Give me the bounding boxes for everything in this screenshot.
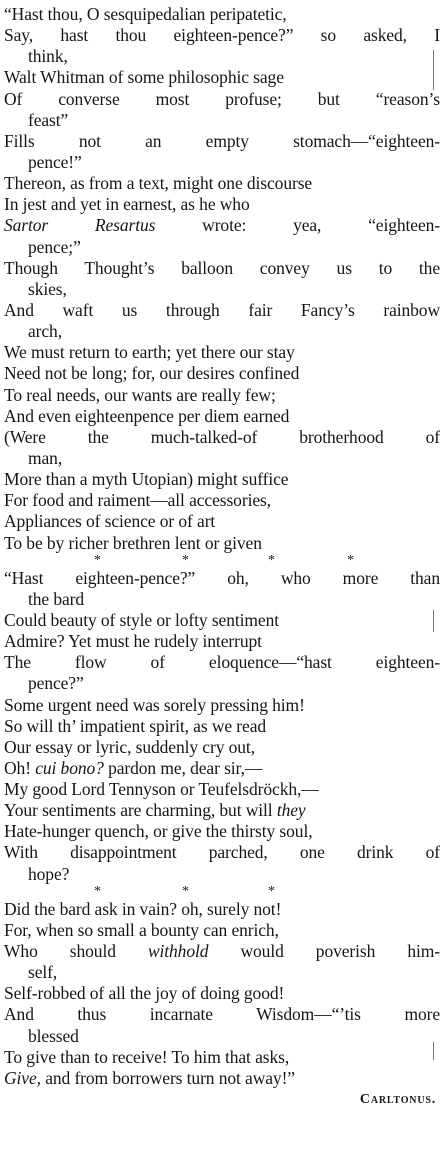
separator-star: * <box>182 884 189 899</box>
poem-line: More than a myth Utopian) might suffice <box>4 469 289 490</box>
author-signature: Carltonus. <box>359 1092 436 1108</box>
poem-line: So will th’ impatient spirit, as we read <box>4 715 267 736</box>
poem-line: Fills not an empty stomach—“eighteen- <box>4 130 440 151</box>
poem-line: the bard <box>28 588 85 609</box>
stanza-separator <box>4 554 440 568</box>
poem-line: Sartor Resartus wrote: yea, “eighteen- <box>4 215 440 236</box>
separator-star: * <box>182 553 189 568</box>
poem-line: In jest and yet in earnest, as he who <box>4 194 250 215</box>
poem-line: To be by richer brethren lent or given <box>4 532 262 553</box>
poem-line: man, <box>28 447 63 468</box>
poem-line: For, when so small a bounty can enrich, <box>4 919 279 940</box>
separator-star: * <box>268 553 275 568</box>
poem-line: The flow of eloquence—“hast eighteen- <box>4 652 440 673</box>
separator-star: * <box>347 553 354 568</box>
poem-line: Who should withhold would poverish him- <box>4 941 440 962</box>
poem-line: (Were the much-talked-of brotherhood of <box>4 426 440 447</box>
poem-line: Walt Whitman of some philosophic sage <box>4 67 284 88</box>
separator-star: * <box>268 884 275 899</box>
poem-line: And even eighteenpence per diem earned <box>4 405 290 426</box>
poem-line: Admire? Yet must he rudely interrupt <box>4 631 262 652</box>
poem-line: Thereon, as from a text, might one discourse <box>4 173 313 194</box>
poem-line: Oh! cui bono? pardon me, dear sir,— <box>4 757 263 778</box>
poem-line: arch, <box>28 321 62 342</box>
poem-line: self, <box>28 962 58 983</box>
poem-line: Say, hast thou eighteen-pence?” so asked, I <box>4 25 440 46</box>
poem-line: pence!” <box>28 151 82 172</box>
poem-line: Could beauty of style or lofty sentiment <box>4 609 279 630</box>
poem-line: think, <box>28 46 68 67</box>
poem-line: Of converse most profuse; but “reason’s <box>4 88 440 109</box>
poem-line: For food and raiment—all accessories, <box>4 490 271 511</box>
poem-line: Appliances of science or of art <box>4 511 216 532</box>
poem-line: Some urgent need was sorely pressing him! <box>4 694 305 715</box>
poem-line: pence;” <box>28 236 81 257</box>
poem-line: Your sentiments are charming, but will they <box>4 800 306 821</box>
stanza-separator <box>4 885 440 899</box>
poem-line: feast” <box>28 109 69 130</box>
poem-line: And thus incarnate Wisdom—“’tis more <box>4 1004 440 1025</box>
separator-star: * <box>94 553 101 568</box>
poem-line: “Hast eighteen-pence?” oh, who more than <box>4 567 440 588</box>
poem-line: My good Lord Tennyson or Teufelsdröckh,— <box>4 779 319 800</box>
poem-line: skies, <box>28 278 67 299</box>
poem-line: To give than to receive! To him that asks, <box>4 1046 290 1067</box>
poem <box>4 4 440 1111</box>
poem-line: Give, and from borrowers turn not away!” <box>4 1067 295 1088</box>
poem-line: Hate-hunger quench, or give the thirsty soul, <box>4 821 313 842</box>
poem-line: “Hast thou, O sesquipedalian peripatetic, <box>4 4 287 24</box>
poem-line: With disappointment parched, one drink of <box>4 842 440 863</box>
poem-line: To real needs, our wants are really few; <box>4 384 276 405</box>
poem-line: hope? <box>28 863 70 884</box>
poem-line: And waft us through fair Fancy’s rainbow <box>4 299 440 320</box>
poem-line: Self-robbed of all the joy of doing good! <box>4 983 285 1004</box>
poem-line: Our essay or lyric, suddenly cry out, <box>4 736 255 757</box>
separator-star: * <box>94 884 101 899</box>
poem-line: We must return to earth; yet there our stay <box>4 342 295 363</box>
poem-line: blessed <box>28 1025 79 1046</box>
poem-line: Need not be long; for, our desires confined <box>4 363 300 384</box>
poem-line: pence?” <box>28 673 84 694</box>
poem-line: Did the bard ask in vain? oh, surely not! <box>4 898 282 919</box>
poem-line: Though Thought’s balloon convey us to the <box>4 257 440 278</box>
